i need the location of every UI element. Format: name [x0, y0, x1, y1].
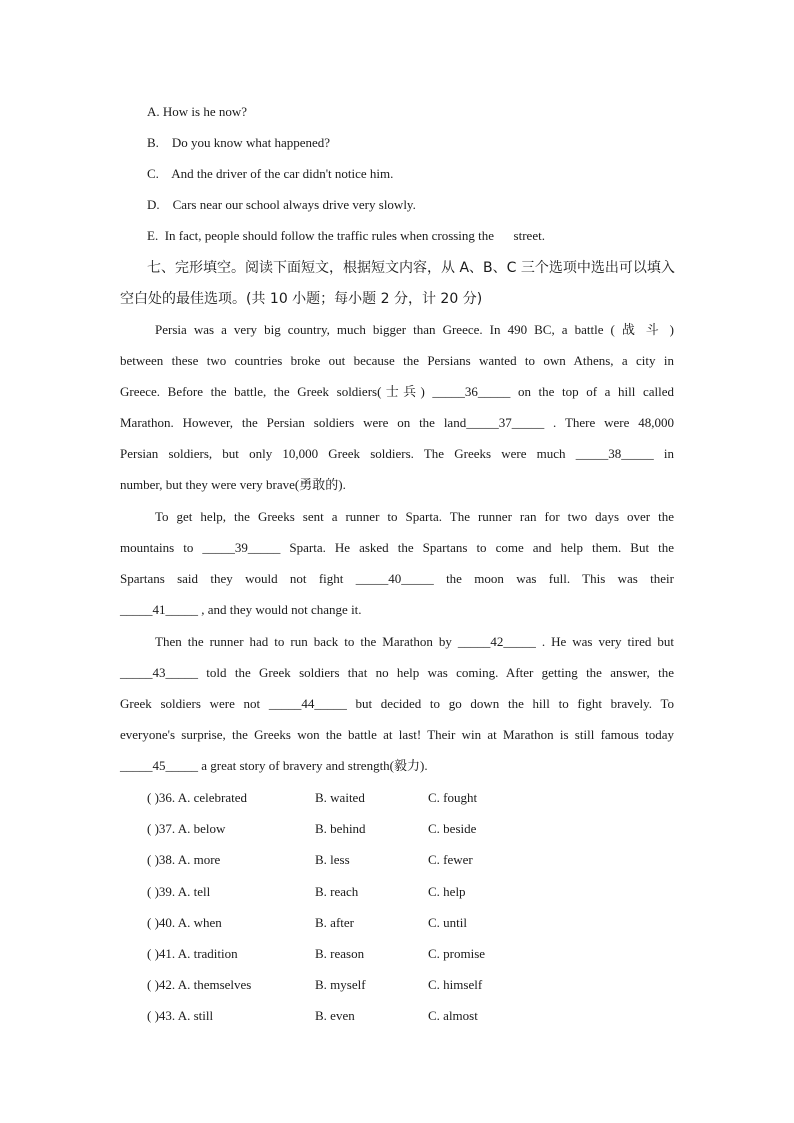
question-37-b: B. behind	[315, 821, 366, 836]
question-37-a: ( )37. A. below	[147, 821, 226, 836]
passage-line: mountains to _____39_____ Sparta. He asked the Spartans to come and help them. But the	[120, 540, 674, 555]
question-39-c: C. help	[428, 884, 466, 899]
question-37-c: C. beside	[428, 821, 477, 836]
option-a: A. How is he now?	[147, 104, 248, 119]
question-41-b: B. reason	[315, 946, 365, 961]
passage-line: between these two countries broke out because the Persians wanted to own Athens, a city in	[120, 353, 674, 368]
option-e: E. In fact, people should follow the traffic rules when crossing the street.	[147, 228, 545, 243]
question-41-c: C. promise	[428, 946, 486, 961]
question-39-a: ( )39. A. tell	[147, 884, 211, 899]
question-37	[147, 820, 547, 838]
question-40-b: B. after	[315, 915, 354, 930]
passage-line: Greek soldiers were not _____44_____ but decided to go down the hill to fight bravely. To	[120, 696, 674, 711]
passage-line: Spartans said they would not fight _____40_____ the moon was full. This was their	[120, 571, 674, 586]
question-38-b: B. less	[315, 852, 350, 867]
question-36-a: ( )36. A. celebrated	[147, 790, 247, 805]
question-36-c: C. fought	[428, 790, 478, 805]
passage-line: Marathon. However, the Persian soldiers were on the land_____37_____ . There were 48,000	[120, 415, 674, 430]
question-41	[147, 945, 547, 963]
passage-line: Greece. Before the battle, the Greek soldiers(士兵) _____36_____ on the top of a hill called	[120, 384, 674, 399]
question-36	[147, 789, 547, 807]
passage-line: Then the runner had to run back to the Marathon by _____42_____ . He was very tired but	[155, 634, 674, 649]
question-38	[147, 851, 547, 869]
question-42-a: ( )42. A. themselves	[147, 977, 252, 992]
section-heading-line2: 空白处的最佳选项。(共 10 小题；每小题 2 分，计 20 分)	[120, 291, 483, 307]
question-38-a: ( )38. A. more	[147, 852, 221, 867]
question-36-b: B. waited	[315, 790, 365, 805]
question-39-b: B. reach	[315, 884, 359, 899]
question-42-b: B. myself	[315, 977, 366, 992]
passage-line: number, but they were very brave(勇敢的).	[120, 477, 346, 492]
section-heading-line1: 七、完形填空。阅读下面短文，根据短文内容，从 A、B、C 三个选项中选出可以填入	[147, 260, 675, 276]
passage-line: everyone's surprise, the Greeks won the battle at last! Their win at Marathon is still famous today	[120, 727, 674, 742]
question-43-c: C. almost	[428, 1008, 478, 1023]
question-38-c: C. fewer	[428, 852, 473, 867]
passage-line: _____43_____ told the Greek soldiers that no help was coming. After getting the answer, the	[120, 665, 674, 680]
question-40	[147, 914, 547, 932]
question-42	[147, 976, 547, 994]
question-40-c: C. until	[428, 915, 468, 930]
question-43-a: ( )43. A. still	[147, 1008, 214, 1023]
option-b: B. Do you know what happened?	[147, 135, 331, 150]
option-d: D. Cars near our school always drive very slowly.	[147, 197, 416, 212]
passage-line: Persia was a very big country, much bigger than Greece. In 490 BC, a battle ( 战 斗 )	[155, 322, 674, 337]
question-43-b: B. even	[315, 1008, 355, 1023]
passage-line: Persian soldiers, but only 10,000 Greek soldiers. The Greeks were much _____38_____ in	[120, 446, 674, 461]
question-42-c: C. himself	[428, 977, 483, 992]
question-40-a: ( )40. A. when	[147, 915, 222, 930]
passage-line: _____41_____ , and they would not change it.	[120, 602, 362, 617]
passage-line: _____45_____ a great story of bravery and strength(毅力).	[120, 758, 428, 773]
question-41-a: ( )41. A. tradition	[147, 946, 238, 961]
question-39	[147, 883, 547, 901]
question-43	[147, 1007, 547, 1025]
option-c: C. And the driver of the car didn't notice him.	[147, 166, 394, 181]
passage-line: To get help, the Greeks sent a runner to Sparta. The runner ran for two days over the	[155, 509, 674, 524]
